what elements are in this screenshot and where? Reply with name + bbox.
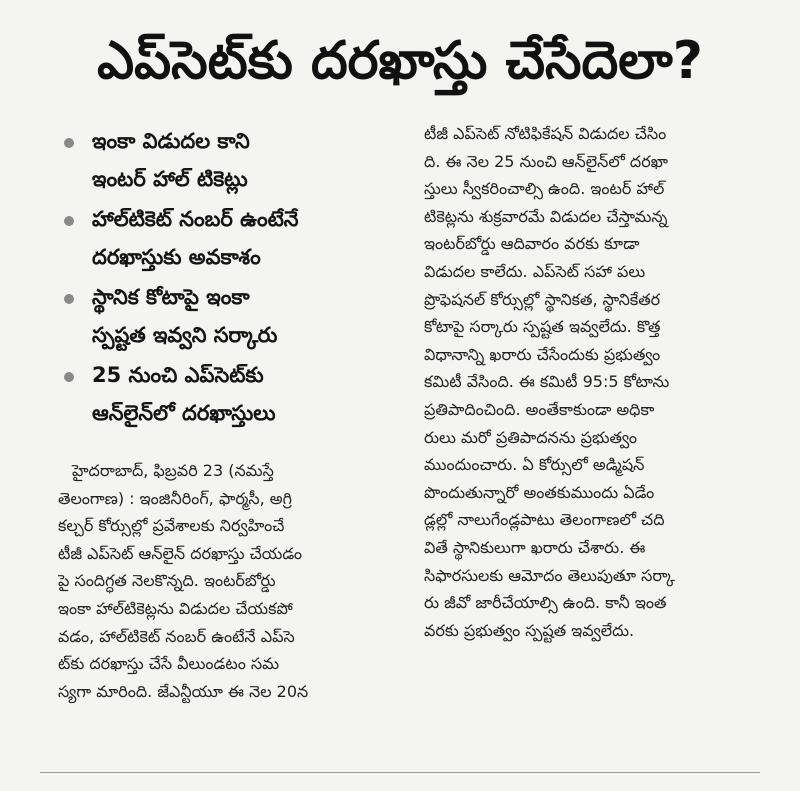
body-line: డ్లల్లో నాలుగేండ్లపాటు తెలంగాణలో చది <box>424 510 665 530</box>
body-line: టీజీ ఎప్‌సెట్‌ నోటిఫికేషన్‌ విడుదల చేసిం <box>424 124 667 143</box>
bullet-item <box>58 122 410 198</box>
body-line: పొందుతున్నారో అంతకుముందు ఏడేం <box>424 482 655 502</box>
bullet-line: 25 నుంచి ఎప్‌సెట్‌కు <box>92 363 264 387</box>
body-line: విడుదల కాలేదు. ఎప్‌సెట్‌ సహా పలు <box>424 261 646 281</box>
article-body-left <box>58 457 410 705</box>
bullet-list-column <box>58 122 410 434</box>
body-line: కమిటీ వేసింది. ఈ కమిటీ 95:5 కోటాను <box>424 372 670 392</box>
bottom-divider <box>40 772 760 773</box>
bullet-dot-icon <box>64 372 74 382</box>
body-line: టీజీ ఎప్‌సెట్‌ ఆన్‌లైన్‌ దరఖాస్తు చేయడం <box>58 543 303 563</box>
body-line: విధానాన్ని ఖరారు చేసేందుకు ప్రభుత్వం <box>424 344 661 364</box>
bullet-line: ఇంటర్‌ హాల్‌ టికెట్లు <box>92 167 248 191</box>
body-line: పై సందిగ్ధత నెలకొన్నది. ఇంటర్‌బోర్డు <box>58 571 276 591</box>
body-line: స్తులు స్వీకరించాల్సి ఉంది. ఇంటర్‌ హాల్‌ <box>424 179 665 199</box>
bullet-line: స్పష్టత ఇవ్వని సర్కారు <box>92 323 278 347</box>
body-line: వరకు ప్రభుత్వం స్పష్టత ఇవ్వలేదు. <box>424 620 635 640</box>
headline: ఎప్‌సెట్‌కు దరఖాస్తు చేసేదెలా? <box>97 30 703 91</box>
body-line: ఇంకా హాల్‌టికెట్లను విడుదల చేయకపో <box>58 598 293 618</box>
bullet-line: దరఖాస్తుకు అవకాశం <box>92 245 261 269</box>
bullet-line: హాల్‌టికెట్‌ నంబర్‌ ఉంటేనే <box>92 207 299 231</box>
bullet-item <box>58 278 410 354</box>
body-line: ముందుంచారు. ఏ కోర్సులో అడ్మిషన్‌ <box>424 455 645 475</box>
body-line: స్యగా మారింది. జేఎన్టీయూ ఈ నెల 20న <box>58 681 309 701</box>
body-line: తెలంగాణ) : ఇంజినీరింగ్‌, ఫార్మసీ, అగ్రి <box>58 488 292 508</box>
body-line: రులు మరో ప్రతిపాదనను ప్రభుత్వం <box>424 427 637 447</box>
body-line: ట్‌కు దరఖాస్తు చేసే వీలుండటం సమ <box>58 654 280 674</box>
body-line: సిఫారసులకు ఆమోదం తెలుపుతూ సర్కా <box>424 565 675 585</box>
body-line: వితే స్థానికులుగా ఖరారు చేశారు. ఈ <box>424 537 646 557</box>
bullet-item <box>58 200 410 276</box>
bullet-dot-icon <box>64 138 74 148</box>
bullet-dot-icon <box>64 216 74 226</box>
body-line: ది. ఈ నెల 25 నుంచి ఆన్‌లైన్‌లో దరఖా <box>424 151 668 171</box>
bullet-line: ఇంకా విడుదల కాని <box>92 129 250 153</box>
body-line: కల్చర్‌ కోర్సుల్లో ప్రవేశాలకు నిర్వహించే <box>58 516 285 536</box>
body-line: ప్రతిపాదించింది. అంతేకాకుండా అధికా <box>424 399 655 419</box>
body-line: ప్రొఫెషనల్‌ కోర్సుల్లో స్థానికత, స్థానికేతర <box>424 289 661 309</box>
bullet-dot-icon <box>64 294 74 304</box>
article-body-right <box>424 120 774 644</box>
bullet-list <box>58 122 410 432</box>
body-line: వడం, హాల్‌టికెట్‌ నంబర్‌ ఉంటేనే ఎప్‌సె <box>58 626 295 646</box>
body-line: రు జీవో జారీచేయాల్సి ఉంది. కానీ ఇంత <box>424 593 667 613</box>
bullet-line: స్థానిక కోటాపై ఇంకా <box>92 285 250 309</box>
bullet-item <box>58 356 410 432</box>
body-line: కోటాపై సర్కారు స్పష్టత ఇవ్వలేదు. కొత్త <box>424 317 661 337</box>
body-line: ఇంటర్‌బోర్డు ఆదివారం వరకు కూడా <box>424 234 640 254</box>
body-line: టికెట్లను శుక్రవారమే విడుదల చేస్తామన్న <box>424 206 668 226</box>
body-line: హైదరాబాద్‌, ఫిబ్రవరి 23 (నమస్తే <box>72 461 274 480</box>
bullet-line: ఆన్‌లైన్‌లో దరఖాస్తులు <box>92 401 276 425</box>
